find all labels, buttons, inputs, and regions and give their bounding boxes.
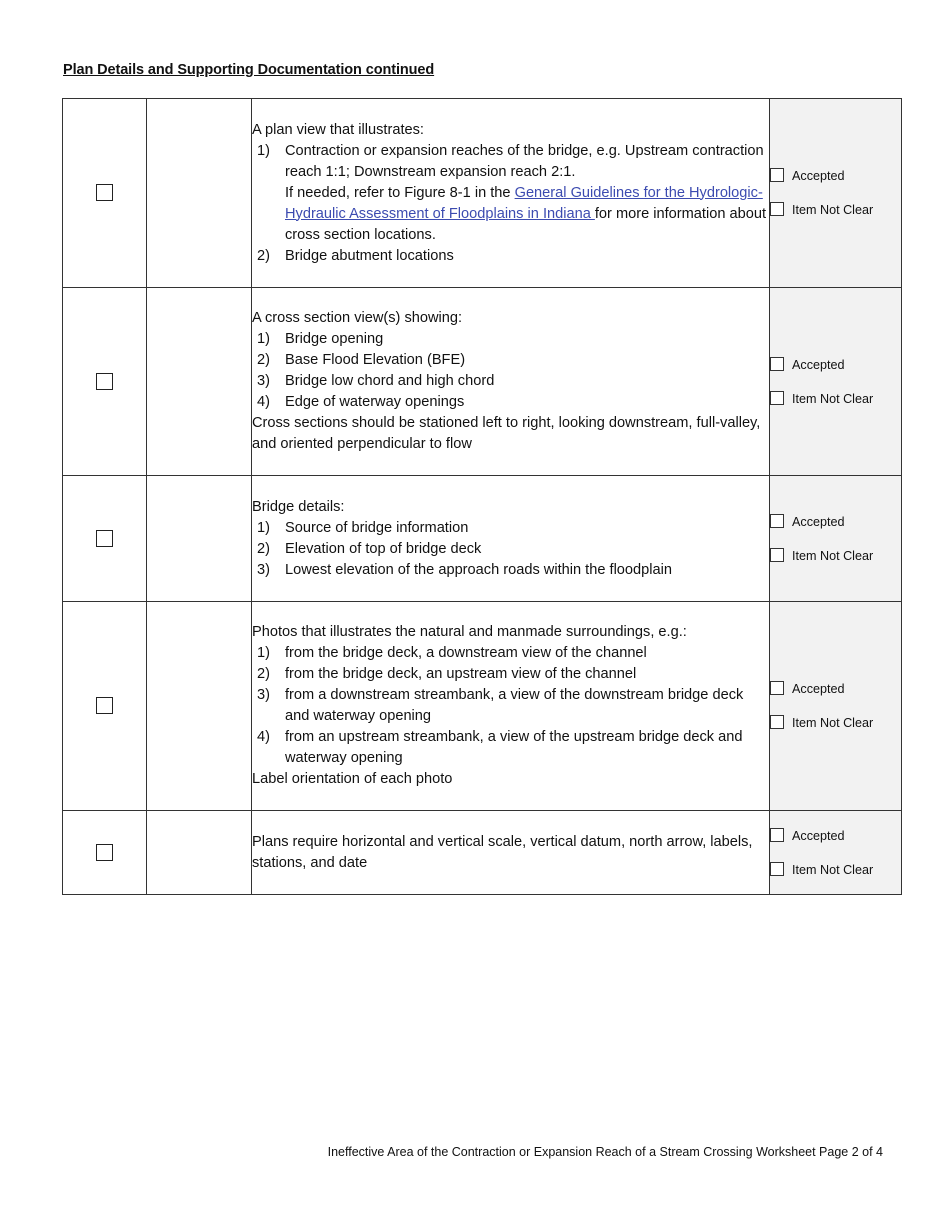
accepted-label: Accepted [792, 682, 845, 696]
requirement-intro: Plans require horizontal and vertical scale, vertical datum, north arrow, labels, stations, and date [252, 833, 753, 871]
not-clear-label: Item Not Clear [792, 716, 874, 730]
accepted-label: Accepted [792, 828, 845, 843]
notes-cell [147, 811, 252, 895]
row-checkbox-cell [63, 602, 147, 811]
page-footer: Ineffective Area of the Contraction or Expansion Reach of a Stream Crossing Worksheet Page 2 of 4 [327, 1145, 883, 1159]
note-text: for more information about cross section locations. [285, 205, 767, 243]
accepted-label: Accepted [792, 514, 845, 529]
review-cell [770, 602, 902, 811]
review-cell [770, 288, 902, 476]
table-row [63, 476, 902, 602]
list-text: from the bridge deck, an upstream view of the channel [285, 666, 637, 682]
list-text: Bridge abutment locations [285, 247, 454, 264]
list-item [252, 246, 769, 267]
row-checkbox-cell [63, 811, 147, 895]
notes-cell [147, 288, 252, 476]
review-cell [770, 476, 902, 602]
list-number: 1) [257, 519, 270, 536]
list-item [252, 643, 769, 664]
not-clear-checkbox[interactable] [770, 715, 784, 729]
list-text: Lowest elevation of the approach roads within the floodplain [285, 561, 672, 578]
requirement-list [252, 329, 769, 413]
notes-cell [147, 99, 252, 288]
list-item [252, 350, 769, 371]
not-clear-option[interactable] [770, 193, 901, 227]
requirement-intro: Photos that illustrates the natural and manmade surroundings, e.g.: [252, 624, 687, 640]
row-checkbox-cell [63, 476, 147, 602]
requirement-intro: A cross section view(s) showing: [252, 310, 463, 326]
note-text: If needed, refer to Figure 8-1 in the [285, 184, 515, 201]
requirement-list [252, 141, 769, 267]
not-clear-option[interactable] [770, 706, 901, 740]
review-cell [770, 811, 902, 895]
not-clear-checkbox[interactable] [770, 862, 784, 876]
requirement-list [252, 643, 769, 769]
list-text: Contraction or expansion reaches of the bridge, e.g. Upstream contraction reach 1:1; Downstream expansion reach 2:1. [285, 142, 764, 180]
list-number: 3) [257, 561, 270, 578]
accepted-option[interactable] [770, 348, 901, 382]
list-text: Elevation of top of bridge deck [285, 540, 482, 557]
not-clear-label: Item Not Clear [792, 862, 874, 877]
requirement-intro: Bridge details: [252, 498, 345, 515]
row-checkbox[interactable] [96, 530, 113, 547]
not-clear-option[interactable] [770, 382, 901, 416]
row-checkbox[interactable] [96, 373, 113, 390]
row-checkbox[interactable] [96, 697, 113, 714]
list-item [252, 560, 769, 581]
requirement-cell [252, 99, 770, 288]
list-text: Bridge opening [285, 331, 384, 347]
requirement-cell [252, 288, 770, 476]
accepted-checkbox[interactable] [770, 168, 784, 182]
review-cell [770, 99, 902, 288]
plan-details-table [62, 98, 902, 895]
list-number: 4) [257, 394, 270, 410]
list-item [252, 329, 769, 350]
list-item [252, 141, 769, 246]
list-text: Bridge low chord and high chord [285, 373, 495, 389]
accepted-option[interactable] [770, 505, 901, 539]
accepted-checkbox[interactable] [770, 514, 784, 528]
not-clear-label: Item Not Clear [792, 548, 874, 563]
not-clear-option[interactable] [770, 853, 901, 887]
list-item [252, 371, 769, 392]
list-item [252, 664, 769, 685]
table-row [63, 602, 902, 811]
list-number: 1) [257, 331, 270, 347]
accepted-checkbox[interactable] [770, 357, 784, 371]
list-number: 2) [257, 247, 270, 264]
page-heading: Plan Details and Supporting Documentation continued [63, 62, 435, 78]
list-text: from the bridge deck, a downstream view of the channel [285, 645, 647, 661]
list-text: Edge of waterway openings [285, 394, 465, 410]
list-item [252, 539, 769, 560]
table-row [63, 288, 902, 476]
list-number: 2) [257, 352, 270, 368]
notes-cell [147, 476, 252, 602]
accepted-option[interactable] [770, 819, 901, 853]
list-text: Base Flood Elevation (BFE) [285, 352, 466, 368]
list-number: 2) [257, 540, 270, 557]
list-number: 3) [257, 687, 270, 703]
requirement-outro: Label orientation of each photo [252, 771, 453, 787]
requirement-cell [252, 602, 770, 811]
list-number: 1) [257, 142, 270, 159]
list-text: from an upstream streambank, a view of the upstream bridge deck and waterway opening [285, 729, 743, 766]
list-number: 2) [257, 666, 270, 682]
requirement-list [252, 518, 769, 581]
list-item [252, 392, 769, 413]
guidelines-link[interactable]: General Guidelines for the Hydrologic-Hydraulic Assessment of Floodplains in Indiana [285, 184, 763, 222]
not-clear-option[interactable] [770, 539, 901, 573]
list-number: 4) [257, 729, 270, 745]
list-text: from a downstream streambank, a view of the downstream bridge deck and waterway opening [285, 687, 744, 724]
not-clear-checkbox[interactable] [770, 548, 784, 562]
requirement-cell [252, 476, 770, 602]
list-text: Source of bridge information [285, 519, 469, 536]
row-checkbox[interactable] [96, 184, 113, 201]
accepted-option[interactable] [770, 672, 901, 706]
accepted-option[interactable] [770, 159, 901, 193]
accepted-label: Accepted [792, 357, 845, 372]
notes-cell [147, 602, 252, 811]
row-checkbox-cell [63, 288, 147, 476]
accepted-label: Accepted [792, 169, 845, 183]
not-clear-label: Item Not Clear [792, 391, 874, 406]
list-item [252, 518, 769, 539]
list-number: 3) [257, 373, 270, 389]
table-row [63, 99, 902, 288]
requirement-cell [252, 811, 770, 895]
row-checkbox[interactable] [96, 844, 113, 861]
accepted-checkbox[interactable] [770, 681, 784, 695]
list-number: 1) [257, 645, 270, 661]
not-clear-checkbox[interactable] [770, 202, 784, 216]
not-clear-label: Item Not Clear [792, 203, 874, 217]
list-item [252, 685, 769, 727]
requirement-outro: Cross sections should be stationed left to right, looking downstream, full-valley, and oriented perpendicular to flow [252, 415, 761, 452]
list-item [252, 727, 769, 769]
requirement-intro: A plan view that illustrates: [252, 121, 424, 138]
accepted-checkbox[interactable] [770, 828, 784, 842]
table-row [63, 811, 902, 895]
row-checkbox-cell [63, 99, 147, 288]
not-clear-checkbox[interactable] [770, 391, 784, 405]
